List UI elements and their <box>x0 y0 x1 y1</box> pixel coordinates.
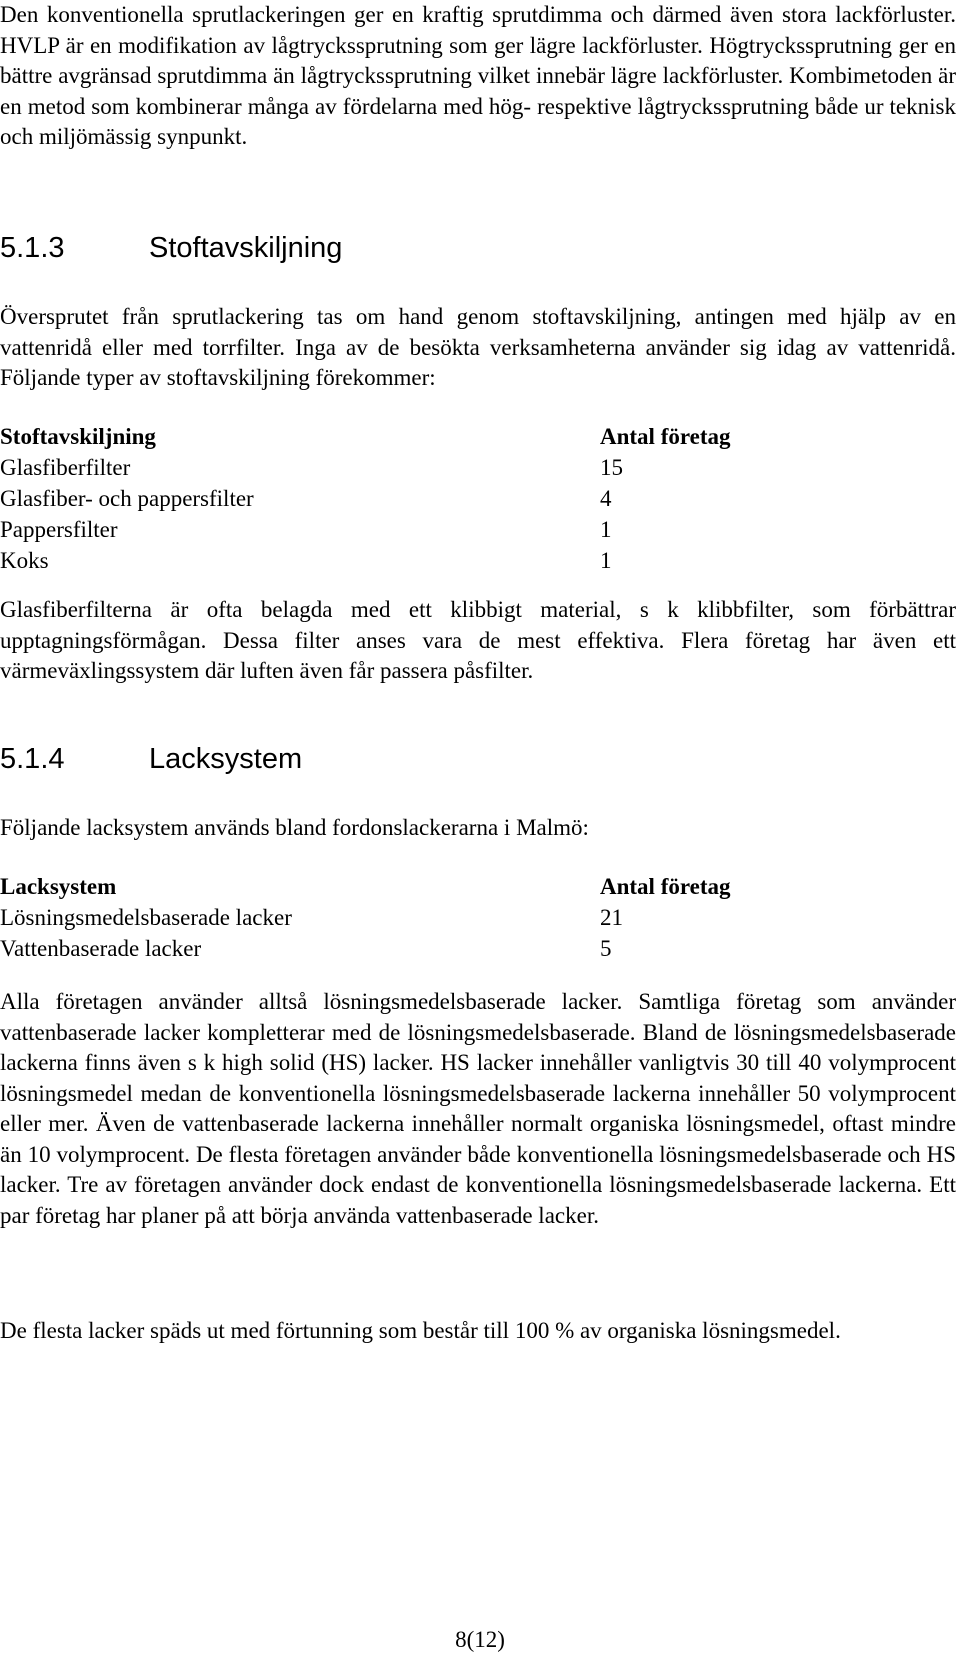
table-row <box>0 452 800 483</box>
page-number: 8(12) <box>455 1627 505 1652</box>
lacksystem-intro-paragraph: Följande lacksystem används bland fordonslackerarna i Malmö: <box>0 815 589 840</box>
table-cell: 1 <box>600 548 612 573</box>
section-number: 5.1.4 <box>0 743 65 775</box>
table-row <box>0 483 800 514</box>
table-cell: 21 <box>600 905 623 930</box>
table-row <box>0 514 800 545</box>
table-row <box>0 545 800 576</box>
section-title: Stoftavskiljning <box>149 232 343 264</box>
column-header: Stoftavskiljning <box>0 424 156 449</box>
column-header: Antal företag <box>600 874 731 899</box>
lacksystem-table <box>0 871 800 964</box>
section-heading-stoftavskiljning <box>0 231 342 265</box>
column-header: Antal företag <box>600 424 731 449</box>
stoftavskiljning-table <box>0 421 800 576</box>
table-cell: 15 <box>600 455 623 480</box>
glasfiberfilter-paragraph: Glasfiberfilterna är ofta belagda med ett klibbigt material, s k klibbfilter, som förbättrar upptagningsförmågan. Dessa filter anses vara de mest effektiva. Flera företag har även ett värmeväxlingssystem där luften även får passera påsfilter. <box>0 597 956 683</box>
table-cell: Koks <box>0 548 49 573</box>
section-title: Lacksystem <box>149 743 303 775</box>
table-cell: Pappersfilter <box>0 517 118 542</box>
fortunning-paragraph: De flesta lacker späds ut med förtunning som består till 100 % av organiska lösningsmedel. <box>0 1318 841 1343</box>
table-cell: Vattenbaserade lacker <box>0 936 202 961</box>
table-cell: 1 <box>600 517 612 542</box>
section-number: 5.1.3 <box>0 232 65 264</box>
section-heading-lacksystem <box>0 742 302 776</box>
intro-paragraph: Den konventionella sprutlackeringen ger en kraftig sprutdimma och därmed även stora lackförluster. HVLP är en modifikation av lågtryckssprutning som ger lägre lackförluster. Högtryckssprutning ger en bättre avgränsad sprutdimma än lågtryckssprutning vilket innebär lägre lackförluster. Kombimetoden är en metod som kombinerar många av fördelarna med hög- respektive lågtryckssprutning både ur teknisk och miljömässig synpunkt. <box>0 2 956 149</box>
table-cell: Glasfiberfilter <box>0 455 131 480</box>
table-cell: 5 <box>600 936 612 961</box>
column-header: Lacksystem <box>0 874 117 899</box>
table-row <box>0 902 800 933</box>
lacksystem-paragraph: Alla företagen använder alltså lösningsmedelsbaserade lacker. Samtliga företag som använder vattenbaserade lacker kompletterar med de lösningsmedelsbaserade. Bland de lösningsmedelsbaserade lackerna finns även s k high solid (HS) lacker. HS lacker innehåller vanligtvis 30 till 40 volymprocent lösningsmedel medan de konventionella lösningsmedelsbaserade lackerna innehåller 50 volymprocent eller mer. Även de vattenbaserade lackerna innehåller normalt organiska lösningsmedel, oftast mindre än 10 volymprocent. De flesta företagen använder både konventionella lösningsmedelsbaserade och HS lacker. Tre av företagen använder dock endast de konventionella lösningsmedelsbaserade lackerna. Ett par företag har planer på att börja använda vattenbaserade lacker. <box>0 989 956 1228</box>
table-cell: Glasfiber- och pappersfilter <box>0 486 254 511</box>
table-cell: 4 <box>600 486 612 511</box>
table-header-row <box>0 421 800 452</box>
stoftavskiljning-paragraph: Översprutet från sprutlackering tas om hand genom stoftavskiljning, antingen med hjälp av en vattenridå eller med torrfilter. Inga av de besökta verksamheterna använder sig idag av vattenridå. Följande typer av stoftavskiljning förekommer: <box>0 304 956 390</box>
table-cell: Lösningsmedelsbaserade lacker <box>0 905 292 930</box>
table-header-row <box>0 871 800 902</box>
table-row <box>0 933 800 964</box>
